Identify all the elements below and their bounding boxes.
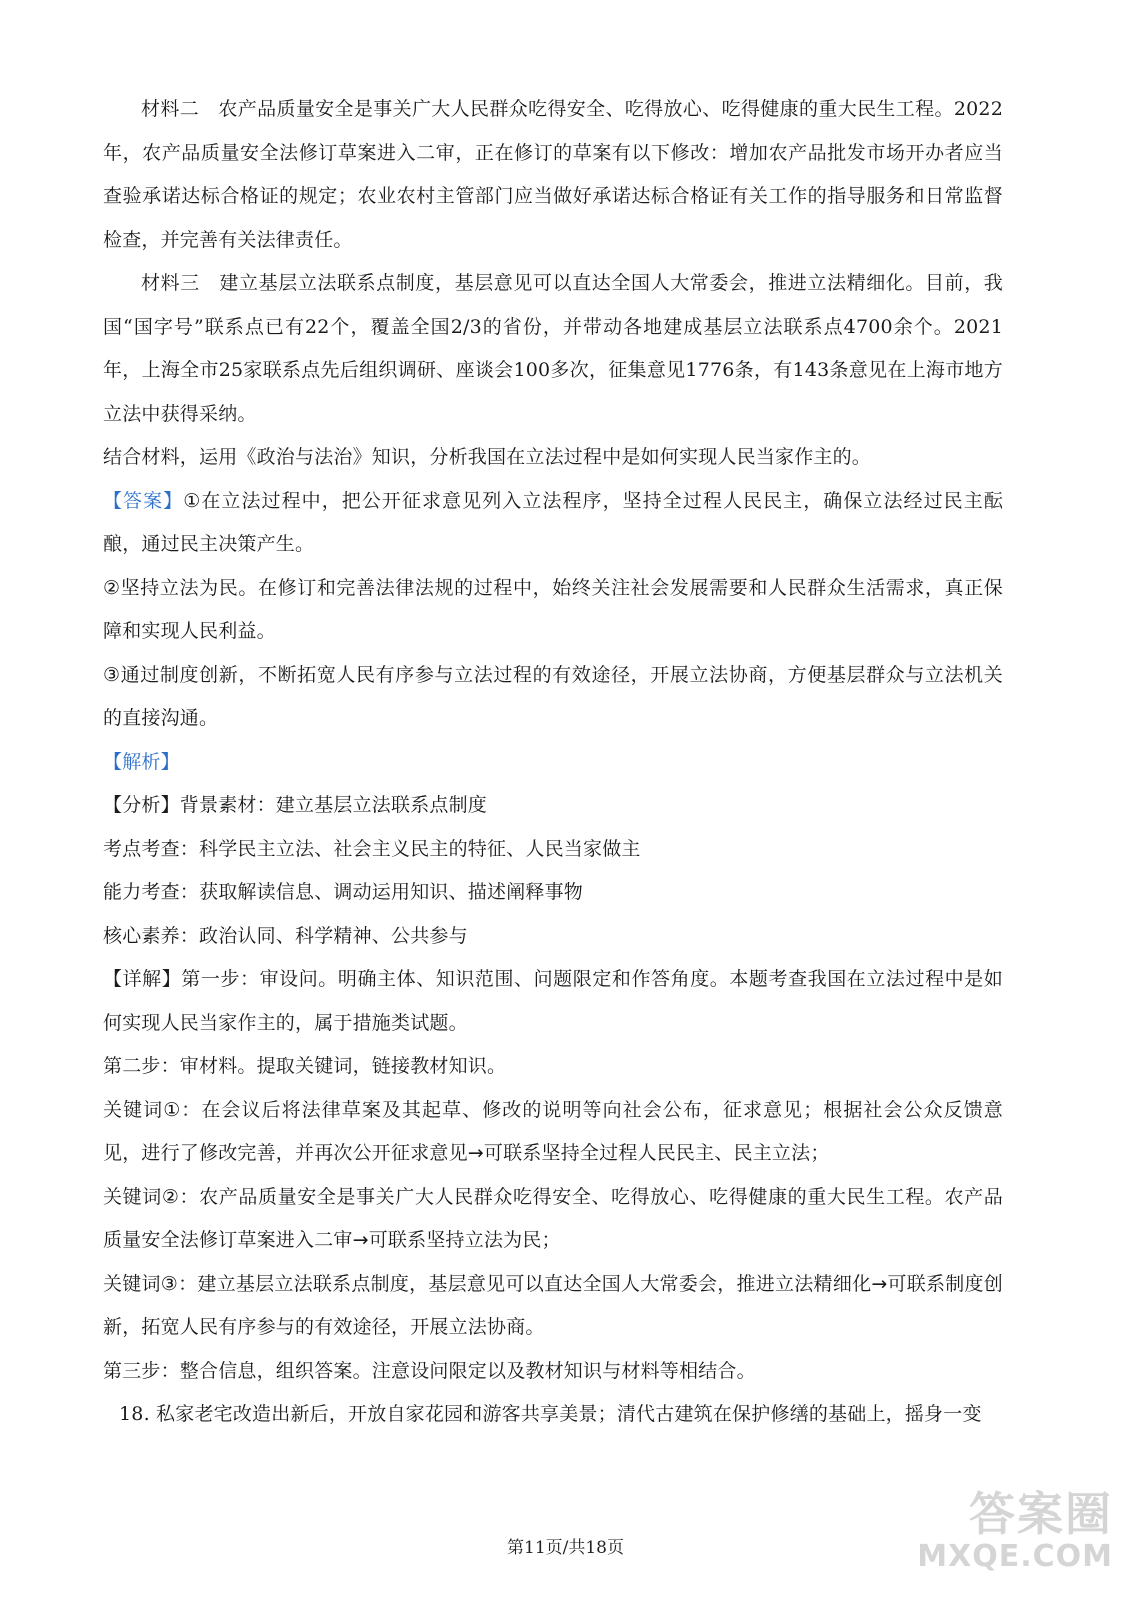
analysis-nengli: 能力考查：获取解读信息、调动运用知识、描述阐释事物	[103, 881, 584, 903]
answer-item-1	[103, 480, 1003, 567]
analysis-fenxi: 【分析】背景素材：建立基层立法联系点制度	[103, 794, 488, 816]
analysis-kaodian: 考点考查：科学民主立法、社会主义民主的特征、人民当家做主	[103, 837, 641, 860]
analysis-suyang: 核心素养：政治认同、科学精神、公共参与	[103, 924, 468, 947]
analysis-tag: 【解析】	[103, 750, 180, 773]
material-3-paragraph	[103, 262, 1003, 436]
answer-item-3: ③通过制度创新，不断拓宽人民有序参与立法过程的有效途径，开展立法协商，方便基层群众与立法机关的直接沟通。	[103, 663, 1003, 729]
keyword-2: 关键词②：农产品质量安全是事关广大人民群众吃得安全、吃得放心、吃得健康的重大民生工程。农产品质量安全法修订草案进入二审→可联系坚持立法为民；	[103, 1185, 1003, 1251]
analysis-step-3: 第三步：整合信息，组织答案。注意设问限定以及教材知识与材料等相结合。	[103, 1359, 756, 1382]
material-2-text: 农产品质量安全是事关广大人民群众吃得安全、吃得放心、吃得健康的重大民生工程。2022年，农产品质量安全法修订草案进入二审，正在修订的草案有以下修改：增加农产品批发市场开办者应当查验承诺达标合格证的规定；农业农村主管部门应当做好承诺达标合格证有关工作的指导服务和日常监督检查，并完善有关法律责任。	[103, 98, 1003, 251]
material-2-label: 材料二	[141, 98, 200, 120]
material-3-label: 材料三	[141, 272, 200, 294]
material-2-paragraph	[103, 88, 1003, 262]
analysis-step-2: 第二步：审材料。提取关键词，链接教材知识。	[103, 1055, 507, 1077]
keyword-1: 关键词①：在会议后将法律草案及其起草、修改的说明等向社会公布，征求意见；根据社会公众反馈意见，进行了修改完善，并再次公开征求意见→可联系坚持全过程人民民主、民主立法；	[103, 1098, 1003, 1164]
watermark-logo	[913, 1488, 1113, 1588]
keyword-3: 关键词③：建立基层立法联系点制度，基层意见可以直达全国人大常委会，推进立法精细化→可联系制度创新，拓宽人民有序参与的有效途径，开展立法协商。	[103, 1272, 1003, 1338]
watermark-top-text: 答案圈	[969, 1487, 1113, 1541]
page-content	[103, 88, 1003, 1437]
question-18: 18. 私家老宅改造出新后，开放自家花园和游客共享美景；清代古建筑在保护修缮的基础上，摇身一变	[119, 1403, 982, 1425]
page-footer: 第11页/共18页	[507, 1538, 624, 1558]
answer-item-1-text: ①在立法过程中，把公开征求意见列入立法程序，坚持全过程人民民主，确保立法经过民主酝酿，通过民主决策产生。	[103, 489, 1003, 555]
question-prompt: 结合材料，运用《政治与法治》知识，分析我国在立法过程中是如何实现人民当家作主的。	[103, 446, 872, 468]
answer-tag: 【答案】	[103, 489, 184, 512]
material-3-text: 建立基层立法联系点制度，基层意见可以直达全国人大常委会，推进立法精细化。目前，我国“国字号”联系点已有22个，覆盖全国2/3的省份，并带动各地建成基层立法联系点4700余个。2021年，上海全市25家联系点先后组织调研、座谈会100多次，征集意见1776条，有143条意见在上海市地方立法中获得采纳。	[103, 272, 1003, 425]
watermark-bottom-text: MXQE.COM	[917, 1539, 1113, 1574]
analysis-xiangjie: 【详解】第一步：审设问。明确主体、知识范围、问题限定和作答角度。本题考查我国在立法过程中是如何实现人民当家作主的，属于措施类试题。	[103, 968, 1003, 1034]
answer-item-2: ②坚持立法为民。在修订和完善法律法规的过程中，始终关注社会发展需要和人民群众生活需求，真正保障和实现人民利益。	[103, 576, 1003, 642]
